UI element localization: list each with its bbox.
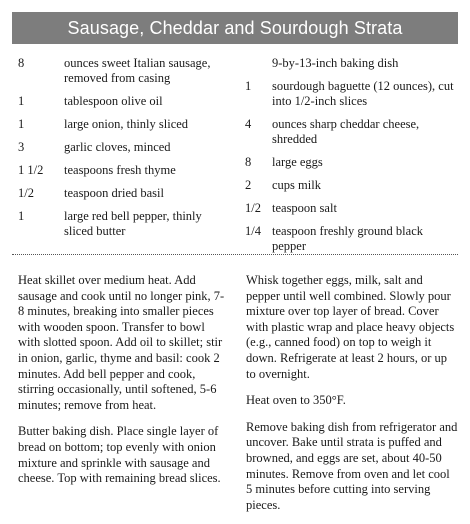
ingredients-left-column <box>18 56 233 247</box>
ingredient-name: teaspoon freshly ground black pepper <box>272 224 424 253</box>
ingredient-quantity: 8 <box>245 155 252 169</box>
recipe-title-banner <box>12 12 458 44</box>
ingredient-name: ounces sweet Italian sausage, removed from casing <box>64 56 211 85</box>
ingredient-quantity: 1 <box>18 117 25 131</box>
ingredient-name: 9-by-13-inch baking dish <box>272 56 399 70</box>
ingredient-quantity: 1/4 <box>245 224 261 238</box>
ingredient-name: large red bell pepper, thinly sliced butter <box>64 209 202 238</box>
ingredient-row <box>18 94 233 109</box>
ingredient-row <box>245 117 460 147</box>
ingredient-name: teaspoon dried basil <box>64 186 164 200</box>
ingredient-name: garlic cloves, minced <box>64 140 171 154</box>
recipe-title: Sausage, Cheddar and Sourdough Strata <box>67 17 403 38</box>
ingredient-quantity: 1 <box>18 94 25 108</box>
ingredient-row <box>245 155 460 170</box>
ingredient-quantity: 2 <box>245 178 252 192</box>
ingredient-row <box>245 224 460 254</box>
ingredient-quantity <box>245 56 272 71</box>
ingredient-row <box>18 56 233 86</box>
ingredient-row <box>245 201 460 216</box>
ingredient-name: sourdough baguette (12 ounces), cut into 1/2-inch slices <box>272 79 454 108</box>
directions-left-column <box>18 273 230 498</box>
ingredient-row <box>245 79 460 109</box>
section-divider <box>12 254 458 255</box>
ingredient-row <box>245 56 460 71</box>
ingredient-name: ounces sharp cheddar cheese, shredded <box>272 117 420 146</box>
ingredient-row <box>18 117 233 132</box>
ingredient-quantity: 1 <box>245 79 252 93</box>
ingredient-name: large onion, thinly sliced <box>64 117 189 131</box>
ingredients-right-column <box>245 56 460 262</box>
ingredient-row <box>245 178 460 193</box>
ingredient-name: cups milk <box>272 178 321 192</box>
ingredient-name: large eggs <box>272 155 323 169</box>
ingredient-quantity: 3 <box>18 140 25 154</box>
ingredient-row <box>18 186 233 201</box>
ingredient-name: teaspoons fresh thyme <box>64 163 176 177</box>
ingredient-quantity: 1 <box>18 209 25 223</box>
ingredient-row <box>18 140 233 155</box>
ingredient-quantity: 1/2 <box>18 186 34 200</box>
ingredient-quantity: 4 <box>245 117 252 131</box>
ingredient-row <box>18 163 233 178</box>
ingredient-quantity: 1 1/2 <box>18 163 44 177</box>
ingredient-quantity: 1/2 <box>245 201 261 215</box>
direction-paragraph: Heat skillet over medium heat. Add sausage and cook until no longer pink, 7-8 minutes, breaking into smaller pieces with wooden spoon. Transfer to bowl with slotted spoon. Add oil to skillet; stir in onion, garlic, thyme and basil: cook 2 minutes. Add bell pepper and cook, stirring occasionally, until softened, 5-6 minutes; remove from heat. <box>18 273 225 412</box>
directions-right-column <box>246 273 458 524</box>
ingredient-row <box>18 209 233 239</box>
ingredient-name: teaspoon salt <box>272 201 337 215</box>
ingredient-name: tablespoon olive oil <box>64 94 163 108</box>
ingredient-quantity: 8 <box>18 56 25 70</box>
direction-paragraph: Remove baking dish from refrigerator and uncover. Bake until strata is puffed and browned, and eggs are set, about 40-50 minutes. Remove from oven and let cool 5 minutes before cutting into serving pieces. <box>246 419 458 512</box>
direction-paragraph: Butter baking dish. Place single layer of bread on bottom; top evenly with onion mixture and sprinkle with sausage and cheese. Top with remaining bread slices. <box>18 424 221 486</box>
direction-paragraph: Heat oven to 350°F. <box>246 393 346 408</box>
direction-paragraph: Whisk together eggs, milk, salt and pepper until well combined. Slowly pour mixture over top layer of bread. Cover with plastic wrap and place heavy objects (e.g., canned food) on top to weigh it down. Refrigerate at least 2 hours, or up to overnight. <box>246 273 455 381</box>
